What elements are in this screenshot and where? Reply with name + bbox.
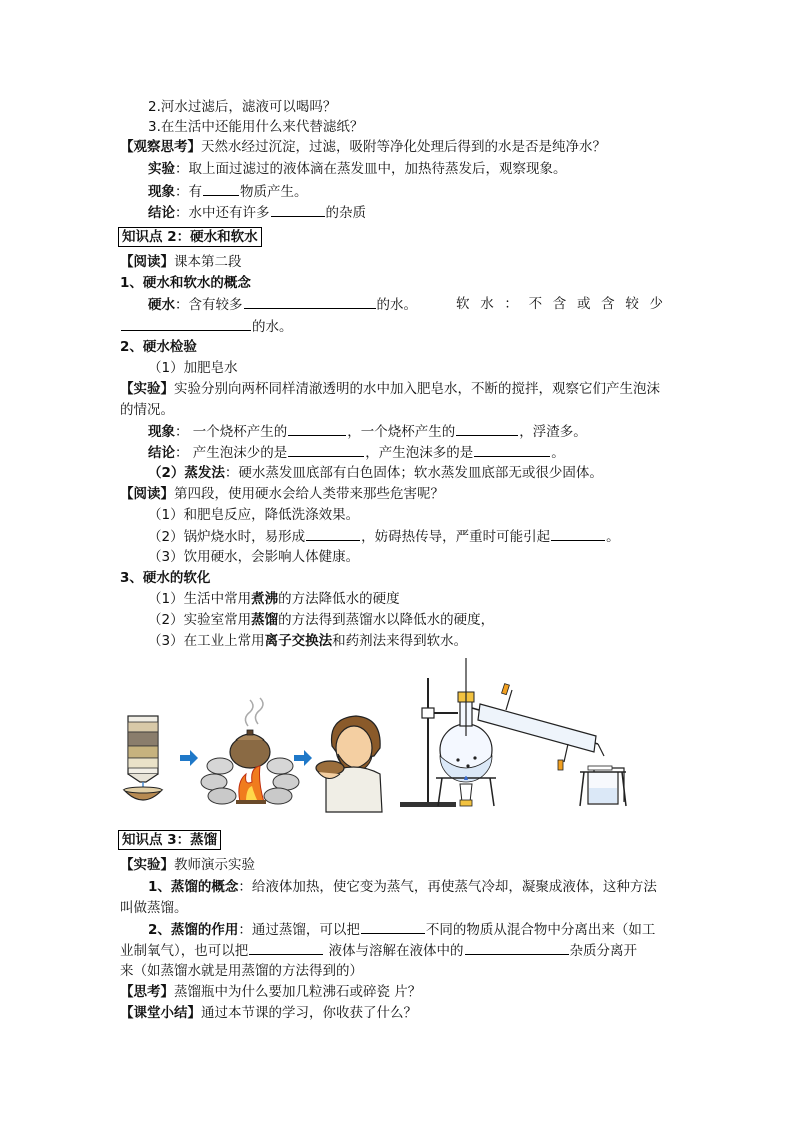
- method-2-line: （2）蒸发法：硬水蒸发皿底部有白色固体；软水蒸发皿底部无或很少固体。: [148, 465, 603, 481]
- boiling-pot-fire-icon: [201, 698, 299, 804]
- phenomenon2-line: 现象： 一个烧杯产生的 ，一个烧杯产生的 ，浮渣多。: [148, 421, 587, 442]
- section-title: 知识点 3：蒸馏: [118, 830, 221, 850]
- fill-blank[interactable]: [465, 940, 569, 955]
- observe-line: [120, 137, 606, 157]
- soft-water-text: 软 水 ： 不 含 或 含 较 少: [456, 296, 667, 312]
- read2-line: 【阅读】第四段，使用硬水会给人类带来那些危害呢？: [120, 486, 444, 502]
- subheading-concept: 1、硬水和软水的概念: [120, 275, 251, 291]
- method-2-label: （2）蒸发法: [148, 465, 225, 481]
- distill-use-line2: 业制氧气），也可以把 液体与溶解在液体中的 杂质分离开: [120, 940, 637, 961]
- harm-3: （3）饮用硬水，会影响人体健康。: [148, 549, 360, 565]
- question-2: 2.河水过滤后，滤液可以喝吗？: [148, 99, 337, 115]
- hard-water-line: 硬水：含有较多 的水。: [148, 294, 417, 315]
- summary-line: 【课堂小结】通过本节课的学习，你收获了什么？: [120, 1005, 417, 1021]
- water-filter-bottle-icon: [124, 716, 162, 800]
- phenomenon-label: 现象: [148, 184, 175, 200]
- experiment2-line: 【实验】实验分别向两杯同样清澈透明的水中加入肥皂水，不断的搅拌，观察它们产生泡沫: [120, 381, 660, 397]
- arrow-right-icon: [294, 750, 312, 766]
- fill-blank[interactable]: [456, 421, 518, 436]
- think-line: 【思考】蒸馏瓶中为什么要加几粒沸石或碎瓷 片？: [120, 984, 422, 1000]
- fill-blank[interactable]: [244, 294, 376, 309]
- illustration: [118, 656, 638, 816]
- soften-2: （2）实验室常用蒸馏的方法得到蒸馏水以降低水的硬度，: [148, 612, 495, 628]
- conclusion2-line: 结论： 产生泡沫少的是 ，产生泡沫多的是 。: [148, 442, 565, 463]
- kp3-title-box: [118, 830, 221, 850]
- kp2-title-box: [118, 227, 262, 247]
- fill-blank[interactable]: [203, 181, 239, 196]
- observe-text: 天然水经过沉淀，过滤，吸附等净化处理后得到的水是否是纯净水？: [201, 139, 606, 155]
- fill-blank[interactable]: [288, 442, 364, 457]
- distill-concept-line: 1、蒸馏的概念：给液体加热，使它变为蒸气，再使蒸气冷却，凝聚成液体，这种方法: [148, 879, 657, 895]
- fill-blank[interactable]: [551, 526, 605, 541]
- read-line: 【阅读】课本第二段: [120, 254, 242, 270]
- conclusion-line: 结论：水中还有许多 的杂质: [148, 202, 366, 223]
- arrow-right-icon: [180, 750, 198, 766]
- soften-3: （3）在工业上常用离子交换法和药剂法来得到软水。: [148, 633, 468, 649]
- fill-blank[interactable]: [474, 442, 550, 457]
- conclusion-label: 结论: [148, 205, 175, 221]
- soften-1: （1）生活中常用煮沸的方法降低水的硬度: [148, 591, 400, 607]
- distillation-apparatus-icon: [400, 658, 626, 807]
- harm-2-line: （2）锅炉烧水时，易形成 ，妨碍热传导，严重时可能引起 。: [148, 526, 620, 547]
- fill-blank[interactable]: [361, 919, 425, 934]
- experiment-line: [148, 159, 567, 179]
- experiment2-line2: 的情况。: [120, 402, 174, 418]
- phenomenon-line: 现象：有 物质产生。: [148, 181, 308, 202]
- experiment-label: 实验: [148, 161, 175, 177]
- fill-blank[interactable]: [288, 421, 346, 436]
- distill-use-line3: 来（如蒸馏水就是用蒸馏的方法得到的）: [120, 963, 363, 979]
- harm-1: （1）和肥皂反应，降低洗涤效果。: [148, 507, 360, 523]
- method-1: （1）加肥皂水: [148, 360, 238, 376]
- fill-blank[interactable]: [306, 526, 360, 541]
- subheading-softening: 3、硬水的软化: [120, 570, 211, 586]
- section-title: 知识点 2：硬水和软水: [118, 227, 262, 247]
- experiment-text: ：取上面过滤过的液体滴在蒸发皿中，加热待蒸发后，观察现象。: [175, 161, 567, 177]
- experiment2-label: 【实验】: [120, 381, 174, 397]
- observe-label: 【观察思考】: [120, 139, 201, 155]
- drinking-man-icon: [316, 716, 382, 812]
- fill-blank[interactable]: [121, 316, 251, 331]
- soft-water-line2: 的水。: [120, 316, 293, 337]
- fill-blank[interactable]: [249, 940, 323, 955]
- question-3: 3.在生活中还能用什么来代替滤纸？: [148, 119, 364, 135]
- fill-blank[interactable]: [271, 202, 325, 217]
- read2-label: 【阅读】: [120, 486, 174, 502]
- hard-water-label: 硬水: [148, 297, 175, 313]
- distill-use-line: 2、蒸馏的作用：通过蒸馏，可以把 不同的物质从混合物中分离出来（如工: [148, 919, 655, 940]
- read-label: 【阅读】: [120, 254, 174, 270]
- distill-concept-line2: 叫做蒸馏。: [120, 900, 188, 916]
- experiment3-line: 【实验】教师演示实验: [120, 857, 255, 873]
- subheading-test: 2、硬水检验: [120, 339, 197, 355]
